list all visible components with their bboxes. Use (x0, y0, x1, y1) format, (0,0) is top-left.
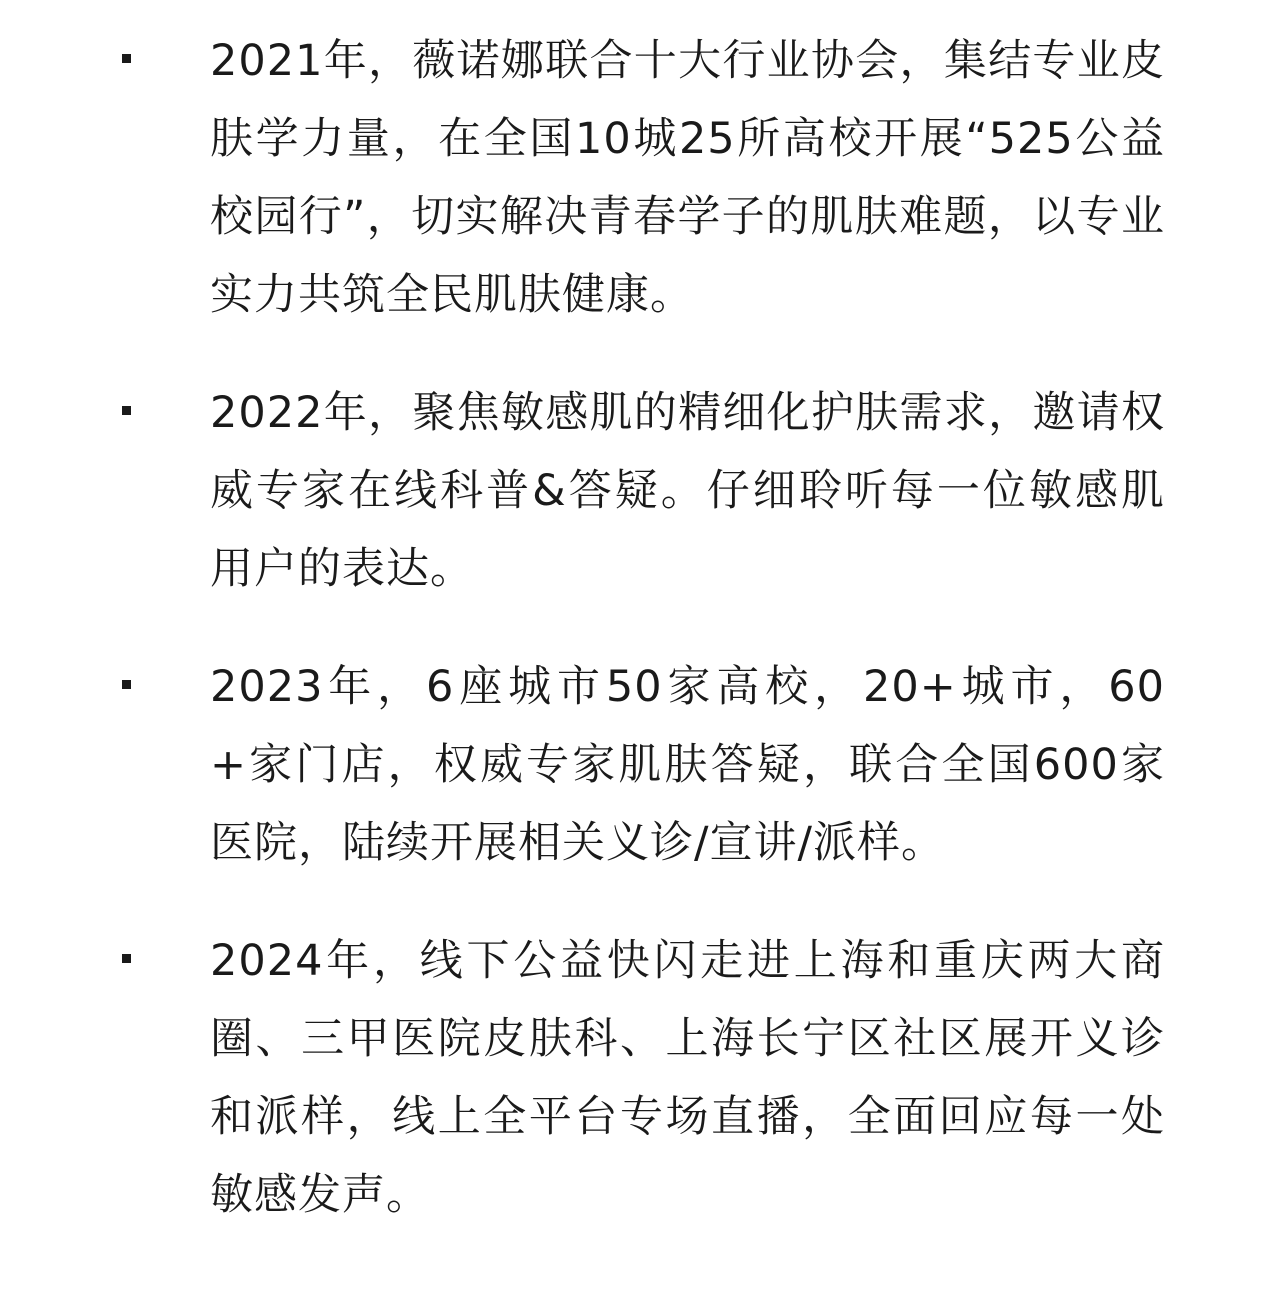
bullet-icon (122, 680, 131, 689)
milestone-text: 2023年，6座城市50家高校，20+城市，60+家门店，权威专家肌肤答疑，联合全国600家医院，陆续开展相关义诊/宣讲/派样。 (210, 662, 1165, 868)
bullet-icon (122, 54, 131, 63)
milestone-text: 2021年，薇诺娜联合十大行业协会，集结专业皮肤学力量，在全国10城25所高校开展“525公益校园行”，切实解决青春学子的肌肤难题，以专业实力共筑全民肌肤健康。 (210, 36, 1165, 320)
milestone-item-2021 (0, 22, 1280, 334)
milestone-item-2023 (0, 648, 1280, 882)
bullet-icon (122, 954, 131, 963)
milestone-item-2022 (0, 374, 1280, 608)
bullet-icon (122, 406, 131, 415)
milestone-item-2024 (0, 922, 1280, 1234)
milestone-text: 2024年，线下公益快闪走进上海和重庆两大商圈、三甲医院皮肤科、上海长宁区社区展开义诊和派样，线上全平台专场直播，全面回应每一处敏感发声。 (210, 936, 1165, 1220)
milestone-text: 2022年，聚焦敏感肌的精细化护肤需求，邀请权威专家在线科普&答疑。仔细聆听每一位敏感肌用户的表达。 (210, 388, 1165, 594)
milestone-list (0, 22, 1280, 1274)
